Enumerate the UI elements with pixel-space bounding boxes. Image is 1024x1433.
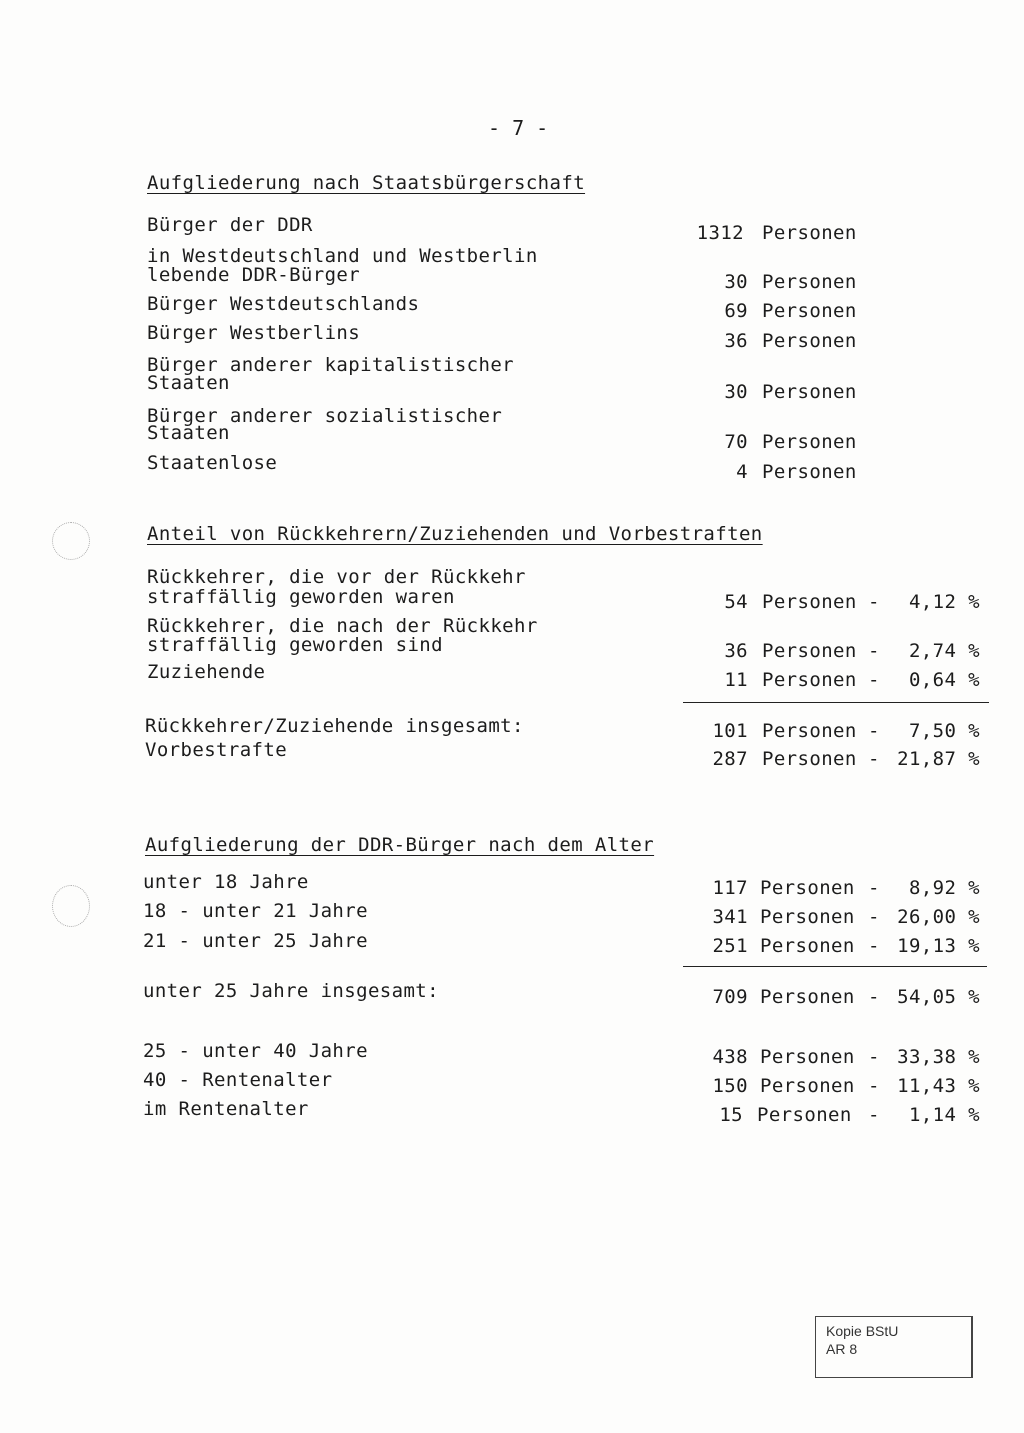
row-unit: Personen [757, 1104, 852, 1126]
row-label: in Westdeutschland und Westberlin [147, 245, 538, 267]
row-label-continued: straffällig geworden sind [147, 634, 443, 656]
row-label: im Rentenalter [143, 1098, 309, 1120]
row-unit: Personen [760, 1046, 855, 1068]
section-heading-returnees: Anteil von Rückkehrern/Zuziehenden und Vorbestraften [147, 523, 763, 545]
row-label: Rückkehrer, die nach der Rückkehr [147, 615, 538, 637]
row-dash: - [868, 669, 880, 691]
row-dash: - [868, 986, 880, 1008]
row-label: Rückkehrer, die vor der Rückkehr [147, 566, 526, 588]
row-dash: - [868, 1075, 880, 1097]
row-unit: Personen [762, 591, 857, 613]
row-label-continued: Staaten [147, 372, 230, 394]
row-count: 70 [724, 431, 748, 453]
stamp-line-1: Kopie BStU [826, 1323, 899, 1339]
row-unit: Personen [762, 431, 857, 453]
row-label: unter 25 Jahre insgesamt: [143, 980, 439, 1002]
row-unit: Personen [762, 222, 857, 244]
row-percent: 1,14 % [908, 1104, 980, 1126]
row-percent: 21,87 % [897, 748, 980, 770]
row-percent: 0,64 % [908, 669, 980, 691]
row-percent: 7,50 % [908, 720, 980, 742]
row-dash: - [868, 877, 880, 899]
row-dash: - [868, 748, 880, 770]
row-label: Bürger anderer kapitalistischer [147, 354, 515, 376]
punch-hole-mark [52, 885, 90, 927]
row-label-continued: straffällig geworden waren [147, 586, 455, 608]
row-unit: Personen [762, 381, 857, 403]
row-count: 30 [724, 271, 748, 293]
row-unit: Personen [762, 330, 857, 352]
row-count: 251 [712, 935, 748, 957]
punch-hole-mark [52, 522, 90, 560]
row-unit: Personen [762, 748, 857, 770]
row-count: 11 [724, 669, 748, 691]
row-label: unter 18 Jahre [143, 871, 309, 893]
row-dash: - [868, 935, 880, 957]
row-label: Staatenlose [147, 452, 278, 474]
row-percent: 19,13 % [897, 935, 980, 957]
row-unit: Personen [760, 935, 855, 957]
row-unit: Personen [762, 271, 857, 293]
row-count: 4 [736, 461, 748, 483]
row-label: 21 - unter 25 Jahre [143, 930, 368, 952]
row-percent: 26,00 % [897, 906, 980, 928]
row-label: Rückkehrer/Zuziehende insgesamt: [145, 715, 524, 737]
row-unit: Personen [762, 669, 857, 691]
row-unit: Personen [762, 461, 857, 483]
row-count: 709 [712, 986, 748, 1008]
row-unit: Personen [762, 720, 857, 742]
row-label: 18 - unter 21 Jahre [143, 900, 368, 922]
row-unit: Personen [760, 877, 855, 899]
row-label: Bürger Westberlins [147, 322, 361, 344]
row-label: Vorbestrafte [145, 739, 288, 761]
row-count: 30 [724, 381, 748, 403]
row-percent: 8,92 % [908, 877, 980, 899]
row-dash: - [868, 591, 880, 613]
row-count: 341 [712, 906, 748, 928]
row-percent: 4,12 % [908, 591, 980, 613]
row-dash: - [868, 640, 880, 662]
row-count: 287 [712, 748, 748, 770]
row-count: 36 [724, 640, 748, 662]
row-percent: 11,43 % [897, 1075, 980, 1097]
row-dash: - [868, 1046, 880, 1068]
row-unit: Personen [762, 640, 857, 662]
row-count: 150 [712, 1075, 748, 1097]
row-label: 40 - Rentenalter [143, 1069, 333, 1091]
row-unit: Personen [760, 1075, 855, 1097]
sum-rule [683, 966, 987, 967]
row-unit: Personen [760, 906, 855, 928]
row-label-continued: Staaten [147, 422, 230, 444]
row-count: 117 [712, 877, 748, 899]
row-count: 101 [712, 720, 748, 742]
row-label-continued: lebende DDR-Bürger [147, 264, 361, 286]
archive-stamp [815, 1316, 973, 1378]
section-heading-citizenship: Aufgliederung nach Staatsbürgerschaft [147, 172, 586, 194]
row-dash: - [868, 906, 880, 928]
row-label: Zuziehende [147, 661, 266, 683]
page-number: - 7 - [488, 116, 549, 140]
stamp-line-2: AR 8 [826, 1341, 858, 1357]
row-label: 25 - unter 40 Jahre [143, 1040, 368, 1062]
row-count: 1312 [696, 222, 744, 244]
row-percent: 2,74 % [908, 640, 980, 662]
row-dash: - [868, 720, 880, 742]
section-heading-age: Aufgliederung der DDR-Bürger nach dem Alter [145, 834, 655, 856]
row-percent: 54,05 % [897, 986, 980, 1008]
sum-rule [683, 702, 989, 703]
row-label: Bürger Westdeutschlands [147, 293, 420, 315]
row-unit: Personen [762, 300, 857, 322]
row-unit: Personen [760, 986, 855, 1008]
row-count: 36 [724, 330, 748, 352]
row-percent: 33,38 % [897, 1046, 980, 1068]
row-dash: - [868, 1104, 880, 1126]
row-count: 438 [712, 1046, 748, 1068]
row-count: 54 [724, 591, 748, 613]
row-label: Bürger anderer sozialistischer [147, 405, 503, 427]
row-count: 69 [724, 300, 748, 322]
row-count: 15 [719, 1104, 743, 1126]
row-label: Bürger der DDR [147, 214, 313, 236]
